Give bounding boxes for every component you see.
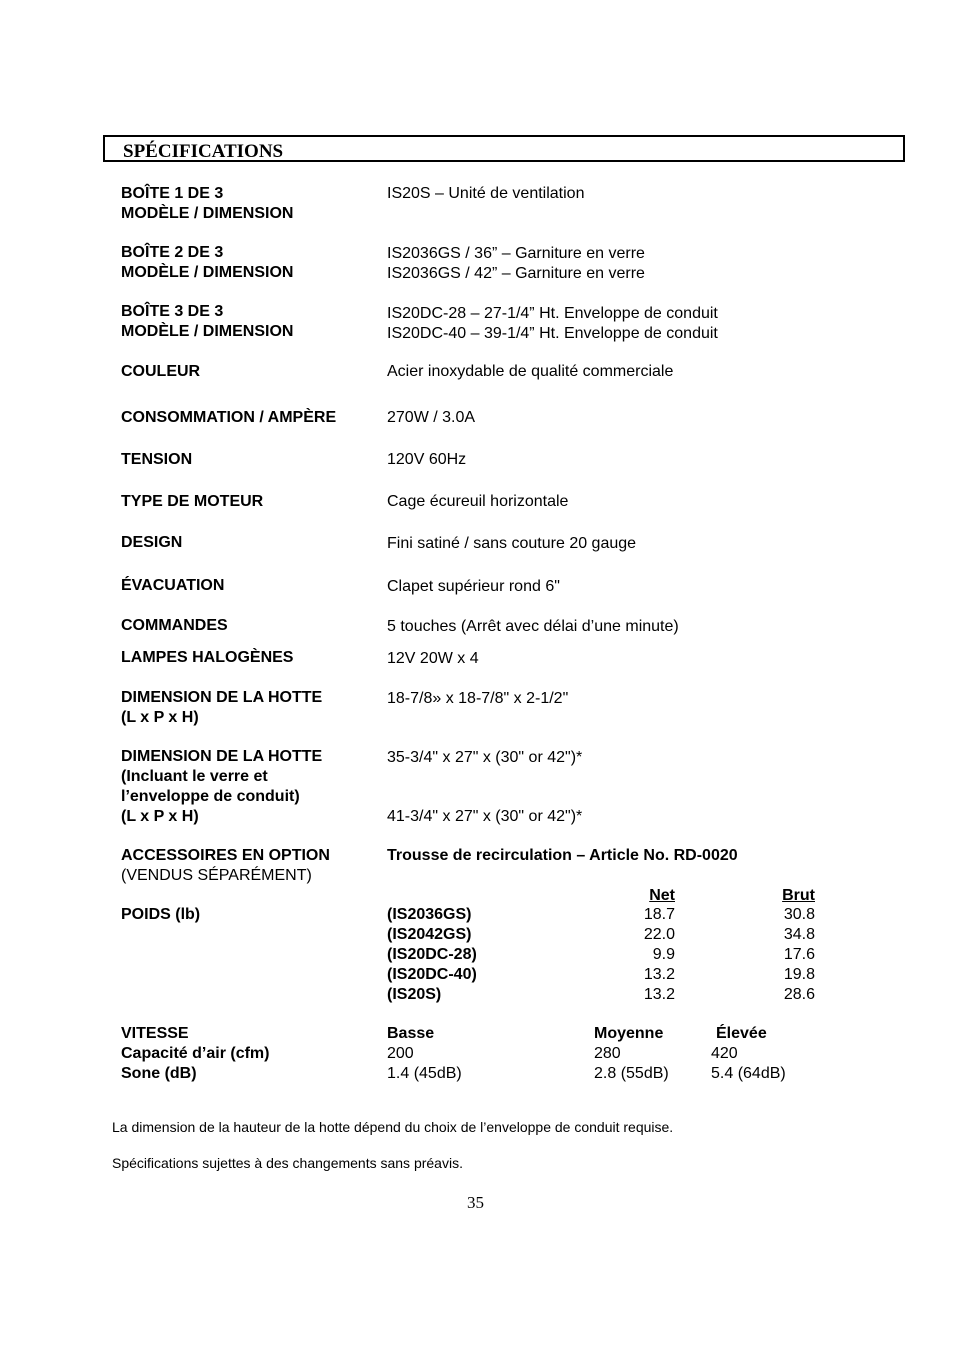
spec-label-exhaust: ÉVACUATION: [121, 577, 225, 594]
speed-label: Capacité d’air (cfm): [121, 1045, 270, 1062]
note-height: La dimension de la hauteur de la hotte dépend du choix de l’enveloppe de conduit requise.: [112, 1119, 674, 1135]
accessories-title: ACCESSOIRES EN OPTION: [121, 847, 330, 864]
weight-net: 9.9: [652, 946, 675, 963]
spec-label-line: MODÈLE / DIMENSION: [121, 264, 294, 281]
spec-value-hood-dim-42: 41-3/4" x 27" x (30" or 42")*: [387, 808, 583, 825]
speed-header: Moyenne: [594, 1025, 664, 1042]
spec-label-line: MODÈLE / DIMENSION: [121, 205, 294, 222]
weight-model: (IS20DC-40): [387, 966, 477, 983]
spec-label-line: (L x P x H): [121, 709, 199, 726]
spec-label-hood-dim: [121, 688, 322, 728]
weight-model: (IS20S): [387, 986, 442, 1003]
page-number: 35: [467, 1193, 484, 1212]
speed-header: Basse: [387, 1025, 435, 1042]
spec-value-hood-dim-36: 35-3/4" x 27" x (30" or 42")*: [387, 749, 583, 766]
spec-label-line: (L x P x H): [121, 808, 199, 825]
spec-value-line: IS20DC-40 – 39-1/4” Ht. Enveloppe de conduit: [387, 325, 718, 342]
speed-value: 200: [387, 1045, 414, 1062]
spec-label-controls: COMMANDES: [121, 617, 228, 634]
spec-value-color: Acier inoxydable de qualité commerciale: [387, 363, 674, 380]
section-title: SPÉCIFICATIONS: [123, 141, 284, 162]
weight-brut: 30.8: [783, 906, 815, 923]
spec-value-line: IS2036GS / 42” – Garniture en verre: [387, 265, 645, 282]
spec-label-line: BOÎTE 1 DE 3: [121, 185, 224, 202]
spec-value-motor: Cage écureuil horizontale: [387, 493, 569, 510]
spec-value-box3: [387, 304, 718, 344]
weight-label: POIDS (lb): [121, 906, 201, 923]
speed-value: 420: [711, 1045, 738, 1062]
spec-label-line: BOÎTE 2 DE 3: [121, 244, 224, 261]
note-changes: Spécifications sujettes à des changements sans préavis.: [112, 1155, 463, 1171]
spec-label-design: DESIGN: [121, 534, 183, 551]
speed-value: 2.8 (55dB): [594, 1065, 669, 1082]
spec-value-exhaust: Clapet supérieur rond 6": [387, 578, 560, 595]
speed-labels: [121, 1024, 269, 1084]
weight-net-values: [615, 905, 675, 1005]
weight-net: 18.7: [643, 906, 675, 923]
spec-label-line: l’enveloppe de conduit): [121, 788, 300, 805]
spec-label-box1: [121, 184, 293, 224]
spec-label-line: DIMENSION DE LA HOTTE: [121, 689, 323, 706]
speed-value: 280: [594, 1045, 621, 1062]
spec-value-line: IS20S – Unité de ventilation: [387, 185, 585, 202]
spec-label-box2: [121, 243, 293, 283]
spec-label-lamps: LAMPES HALOGÈNES: [121, 649, 294, 666]
weight-brut-values: [755, 905, 815, 1005]
spec-value-box1: [387, 184, 584, 204]
weight-model: (IS20DC-28): [387, 946, 477, 963]
spec-label-hood-dim-full: [121, 747, 322, 827]
spec-label-color: COULEUR: [121, 363, 201, 380]
spec-label-line: DIMENSION DE LA HOTTE: [121, 748, 323, 765]
weight-net: 13.2: [643, 966, 675, 983]
spec-value-voltage: 120V 60Hz: [387, 451, 467, 468]
weight-model: (IS2036GS): [387, 906, 472, 923]
spec-label-line: BOÎTE 3 DE 3: [121, 303, 224, 320]
accessories-sublabel: (VENDUS SÉPARÉMENT): [121, 867, 312, 884]
speed-basse: [387, 1024, 462, 1084]
spec-value-line: IS2036GS / 36” – Garniture en verre: [387, 245, 645, 262]
speed-value: 1.4 (45dB): [387, 1065, 462, 1082]
weight-brut: 19.8: [783, 966, 815, 983]
speed-moyenne: [594, 1024, 669, 1084]
weight-brut: 17.6: [783, 946, 815, 963]
spec-label-voltage: TENSION: [121, 451, 193, 468]
weight-brut: 28.6: [783, 986, 815, 1003]
speed-header: Élevée: [716, 1025, 767, 1042]
spec-value-design: Fini satiné / sans couture 20 gauge: [387, 535, 637, 552]
accessories-label: [121, 846, 330, 886]
section-header: [103, 135, 905, 162]
spec-label-power: CONSOMMATION / AMPÈRE: [121, 409, 337, 426]
speed-value: 5.4 (64dB): [711, 1065, 786, 1082]
weight-model: (IS2042GS): [387, 926, 472, 943]
spec-value-controls: 5 touches (Arrêt avec délai d’une minute): [387, 618, 679, 635]
spec-label-motor: TYPE DE MOTEUR: [121, 493, 264, 510]
speed-elevee: [711, 1024, 786, 1084]
speed-label: VITESSE: [121, 1025, 189, 1042]
weight-models: [387, 905, 477, 1005]
spec-value-power: 270W / 3.0A: [387, 409, 476, 426]
spec-value-hood-dim: 18-7/8» x 18-7/8" x 2-1/2": [387, 690, 569, 707]
accessories-value: Trousse de recirculation – Article No. RD-0020: [387, 847, 738, 864]
weight-net: 22.0: [643, 926, 675, 943]
weight-brut: 34.8: [783, 926, 815, 943]
spec-value-line: IS20DC-28 – 27-1/4” Ht. Enveloppe de conduit: [387, 305, 718, 322]
speed-label: Sone (dB): [121, 1065, 197, 1082]
weight-net: 13.2: [643, 986, 675, 1003]
spec-label-box3: [121, 302, 293, 342]
spec-value-lamps: 12V 20W x 4: [387, 650, 479, 667]
spec-label-line: (Incluant le verre et: [121, 768, 268, 785]
spec-value-box2: [387, 244, 645, 284]
weight-col-net: Net: [649, 887, 675, 904]
spec-label-line: MODÈLE / DIMENSION: [121, 323, 294, 340]
weight-col-brut: Brut: [782, 887, 815, 904]
